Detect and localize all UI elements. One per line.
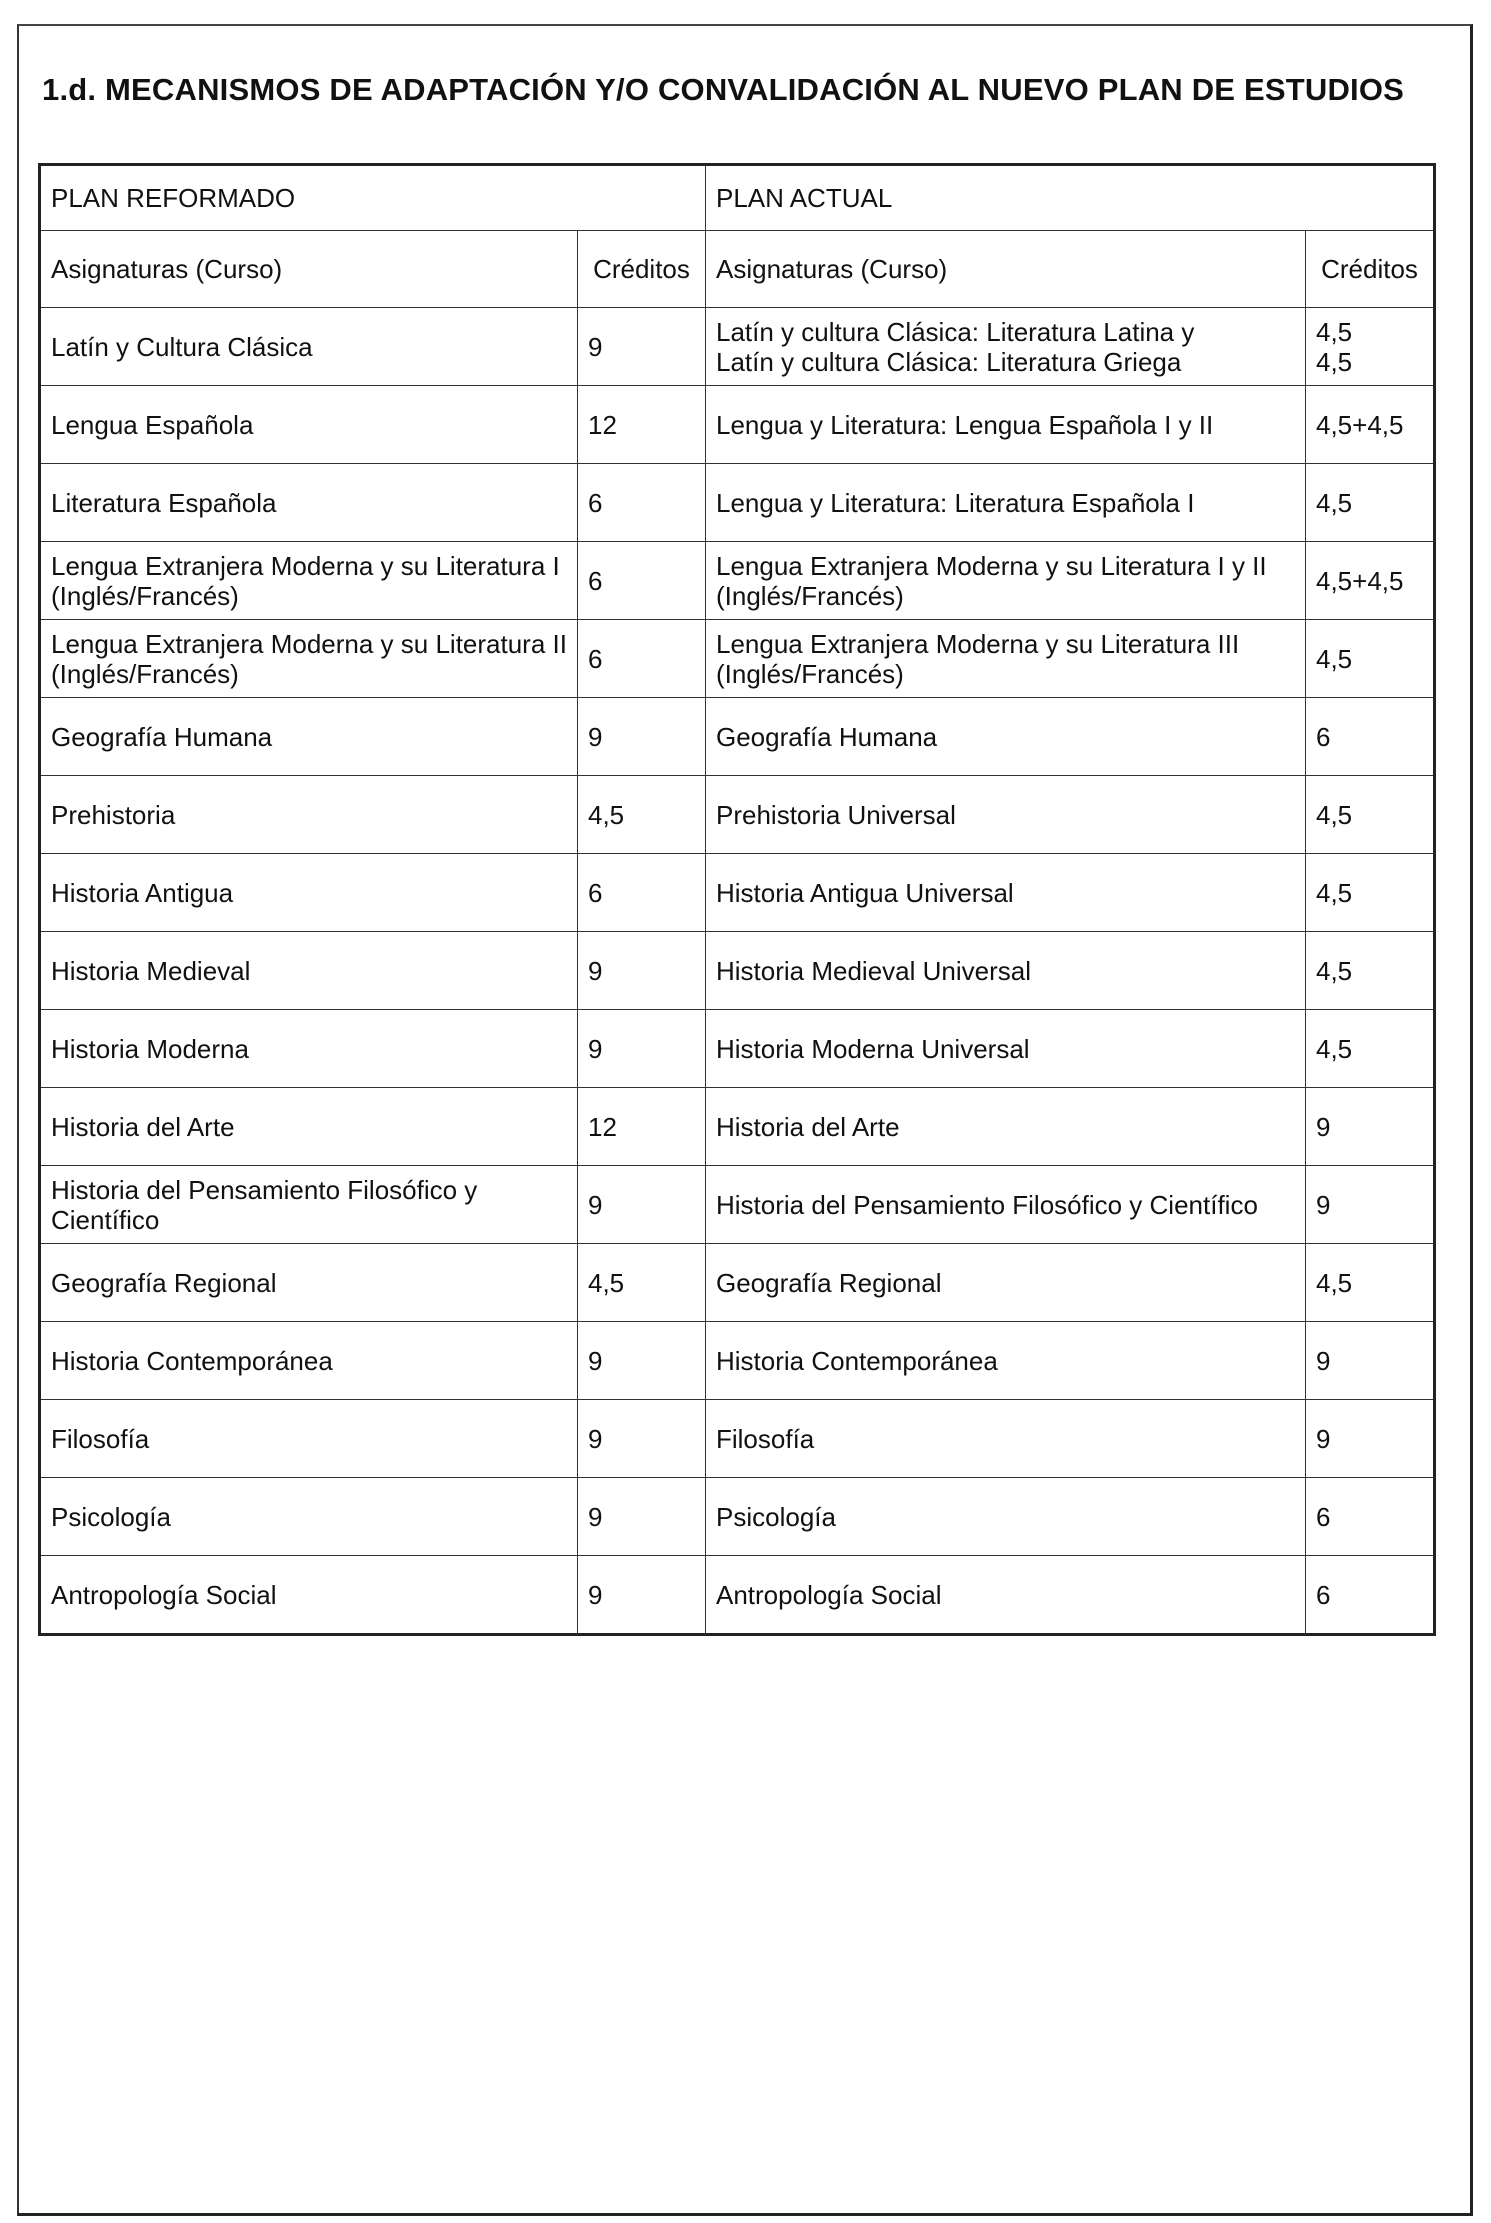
credits-actual: 9 — [1306, 1088, 1435, 1166]
subject-reformado: Lengua Extranjera Moderna y su Literatura I (Inglés/Francés) — [40, 542, 578, 620]
credits-reformado: 9 — [578, 698, 706, 776]
credits-reformado: 9 — [578, 1556, 706, 1635]
table-row — [40, 1322, 1435, 1400]
subject-actual: Psicología — [706, 1478, 1306, 1556]
table-row — [40, 386, 1435, 464]
credits-reformado: 4,5 — [578, 1244, 706, 1322]
subject-reformado: Filosofía — [40, 1400, 578, 1478]
convalidation-table — [38, 163, 1436, 1636]
subject-reformado: Literatura Española — [40, 464, 578, 542]
credits-reformado: 9 — [578, 1478, 706, 1556]
credits-reformado: 9 — [578, 1400, 706, 1478]
subject-reformado: Geografía Regional — [40, 1244, 578, 1322]
subject-actual: Antropología Social — [706, 1556, 1306, 1635]
credits-reformado: 9 — [578, 932, 706, 1010]
subject-reformado: Lengua Extranjera Moderna y su Literatura II (Inglés/Francés) — [40, 620, 578, 698]
credits-reformado: 6 — [578, 542, 706, 620]
subject-reformado: Prehistoria — [40, 776, 578, 854]
subject-actual: Lengua y Literatura: Literatura Española I — [706, 464, 1306, 542]
table-row — [40, 854, 1435, 932]
subject-reformado: Historia del Pensamiento Filosófico y Científico — [40, 1166, 578, 1244]
subject-actual: Filosofía — [706, 1400, 1306, 1478]
subject-reformado: Geografía Humana — [40, 698, 578, 776]
table-row — [40, 1244, 1435, 1322]
credits-actual: 4,5 — [1306, 932, 1435, 1010]
subject-actual — [706, 308, 1306, 386]
credits-reformado: 9 — [578, 1166, 706, 1244]
credits-actual: 6 — [1306, 1556, 1435, 1635]
subject-actual: Geografía Regional — [706, 1244, 1306, 1322]
table-row — [40, 776, 1435, 854]
subject-actual: Historia Contemporánea — [706, 1322, 1306, 1400]
subject-reformado: Latín y Cultura Clásica — [40, 308, 578, 386]
subject-reformado: Historia Antigua — [40, 854, 578, 932]
credits-actual: 4,5 — [1306, 1244, 1435, 1322]
credits-actual: 6 — [1306, 1478, 1435, 1556]
subject-actual: Historia Medieval Universal — [706, 932, 1306, 1010]
credits-actual: 6 — [1306, 698, 1435, 776]
subject-reformado: Historia Contemporánea — [40, 1322, 578, 1400]
subject-actual: Lengua Extranjera Moderna y su Literatura I y II (Inglés/Francés) — [706, 542, 1306, 620]
credits-actual: 9 — [1306, 1166, 1435, 1244]
table-row — [40, 1556, 1435, 1635]
table-row — [40, 620, 1435, 698]
subject-reformado: Historia Moderna — [40, 1010, 578, 1088]
credits-reformado: 6 — [578, 464, 706, 542]
credits-actual-line: 4,5 — [1316, 316, 1353, 347]
credits-reformado: 4,5 — [578, 776, 706, 854]
subject-actual-line: Latín y cultura Clásica: Literatura Griega — [716, 346, 1182, 377]
subject-reformado: Historia del Arte — [40, 1088, 578, 1166]
table-row — [40, 698, 1435, 776]
subject-reformado: Antropología Social — [40, 1556, 578, 1635]
credits-actual: 4,5+4,5 — [1306, 386, 1435, 464]
credits-actual: 4,5 — [1306, 776, 1435, 854]
table-row — [40, 308, 1435, 386]
subject-actual: Geografía Humana — [706, 698, 1306, 776]
subject-reformado: Lengua Española — [40, 386, 578, 464]
subject-actual: Historia del Pensamiento Filosófico y Científico — [706, 1166, 1306, 1244]
credits-reformado: 6 — [578, 620, 706, 698]
subject-actual: Lengua Extranjera Moderna y su Literatura III (Inglés/Francés) — [706, 620, 1306, 698]
section-heading: 1.d. MECANISMOS DE ADAPTACIÓN Y/O CONVALIDACIÓN AL NUEVO PLAN DE ESTUDIOS — [42, 72, 1405, 107]
credits-actual: 4,5 — [1306, 1010, 1435, 1088]
table-row — [40, 1088, 1435, 1166]
credits-actual: 4,5 — [1306, 464, 1435, 542]
table-row — [40, 1400, 1435, 1478]
credits-actual: 9 — [1306, 1322, 1435, 1400]
credits-reformado: 6 — [578, 854, 706, 932]
subject-actual: Historia Moderna Universal — [706, 1010, 1306, 1088]
col-header-asignaturas-actual: Asignaturas (Curso) — [706, 231, 1306, 308]
plan-actual-header: PLAN ACTUAL — [706, 165, 1435, 231]
credits-reformado: 9 — [578, 308, 706, 386]
col-header-asignaturas-reformado: Asignaturas (Curso) — [40, 231, 578, 308]
credits-reformado: 9 — [578, 1010, 706, 1088]
table-row — [40, 932, 1435, 1010]
plan-reformado-header: PLAN REFORMADO — [40, 165, 706, 231]
column-header-row — [40, 231, 1435, 308]
table-row — [40, 464, 1435, 542]
credits-reformado: 12 — [578, 386, 706, 464]
subject-reformado: Psicología — [40, 1478, 578, 1556]
credits-reformado: 9 — [578, 1322, 706, 1400]
col-header-creditos-actual: Créditos — [1306, 231, 1435, 308]
subject-actual: Prehistoria Universal — [706, 776, 1306, 854]
credits-actual — [1306, 308, 1435, 386]
table-row — [40, 1166, 1435, 1244]
subject-actual: Lengua y Literatura: Lengua Española I y II — [706, 386, 1306, 464]
credits-actual: 4,5+4,5 — [1306, 542, 1435, 620]
table-row — [40, 1478, 1435, 1556]
subject-actual: Historia del Arte — [706, 1088, 1306, 1166]
credits-actual: 9 — [1306, 1400, 1435, 1478]
credits-actual: 4,5 — [1306, 854, 1435, 932]
credits-actual-line: 4,5 — [1316, 346, 1353, 377]
table-row — [40, 542, 1435, 620]
table-row — [40, 1010, 1435, 1088]
subject-reformado: Historia Medieval — [40, 932, 578, 1010]
credits-reformado: 12 — [578, 1088, 706, 1166]
credits-actual: 4,5 — [1306, 620, 1435, 698]
plan-header-row — [40, 165, 1435, 231]
subject-actual: Historia Antigua Universal — [706, 854, 1306, 932]
subject-actual-line: Latín y cultura Clásica: Literatura Latina y — [716, 316, 1195, 347]
col-header-creditos-reformado: Créditos — [578, 231, 706, 308]
